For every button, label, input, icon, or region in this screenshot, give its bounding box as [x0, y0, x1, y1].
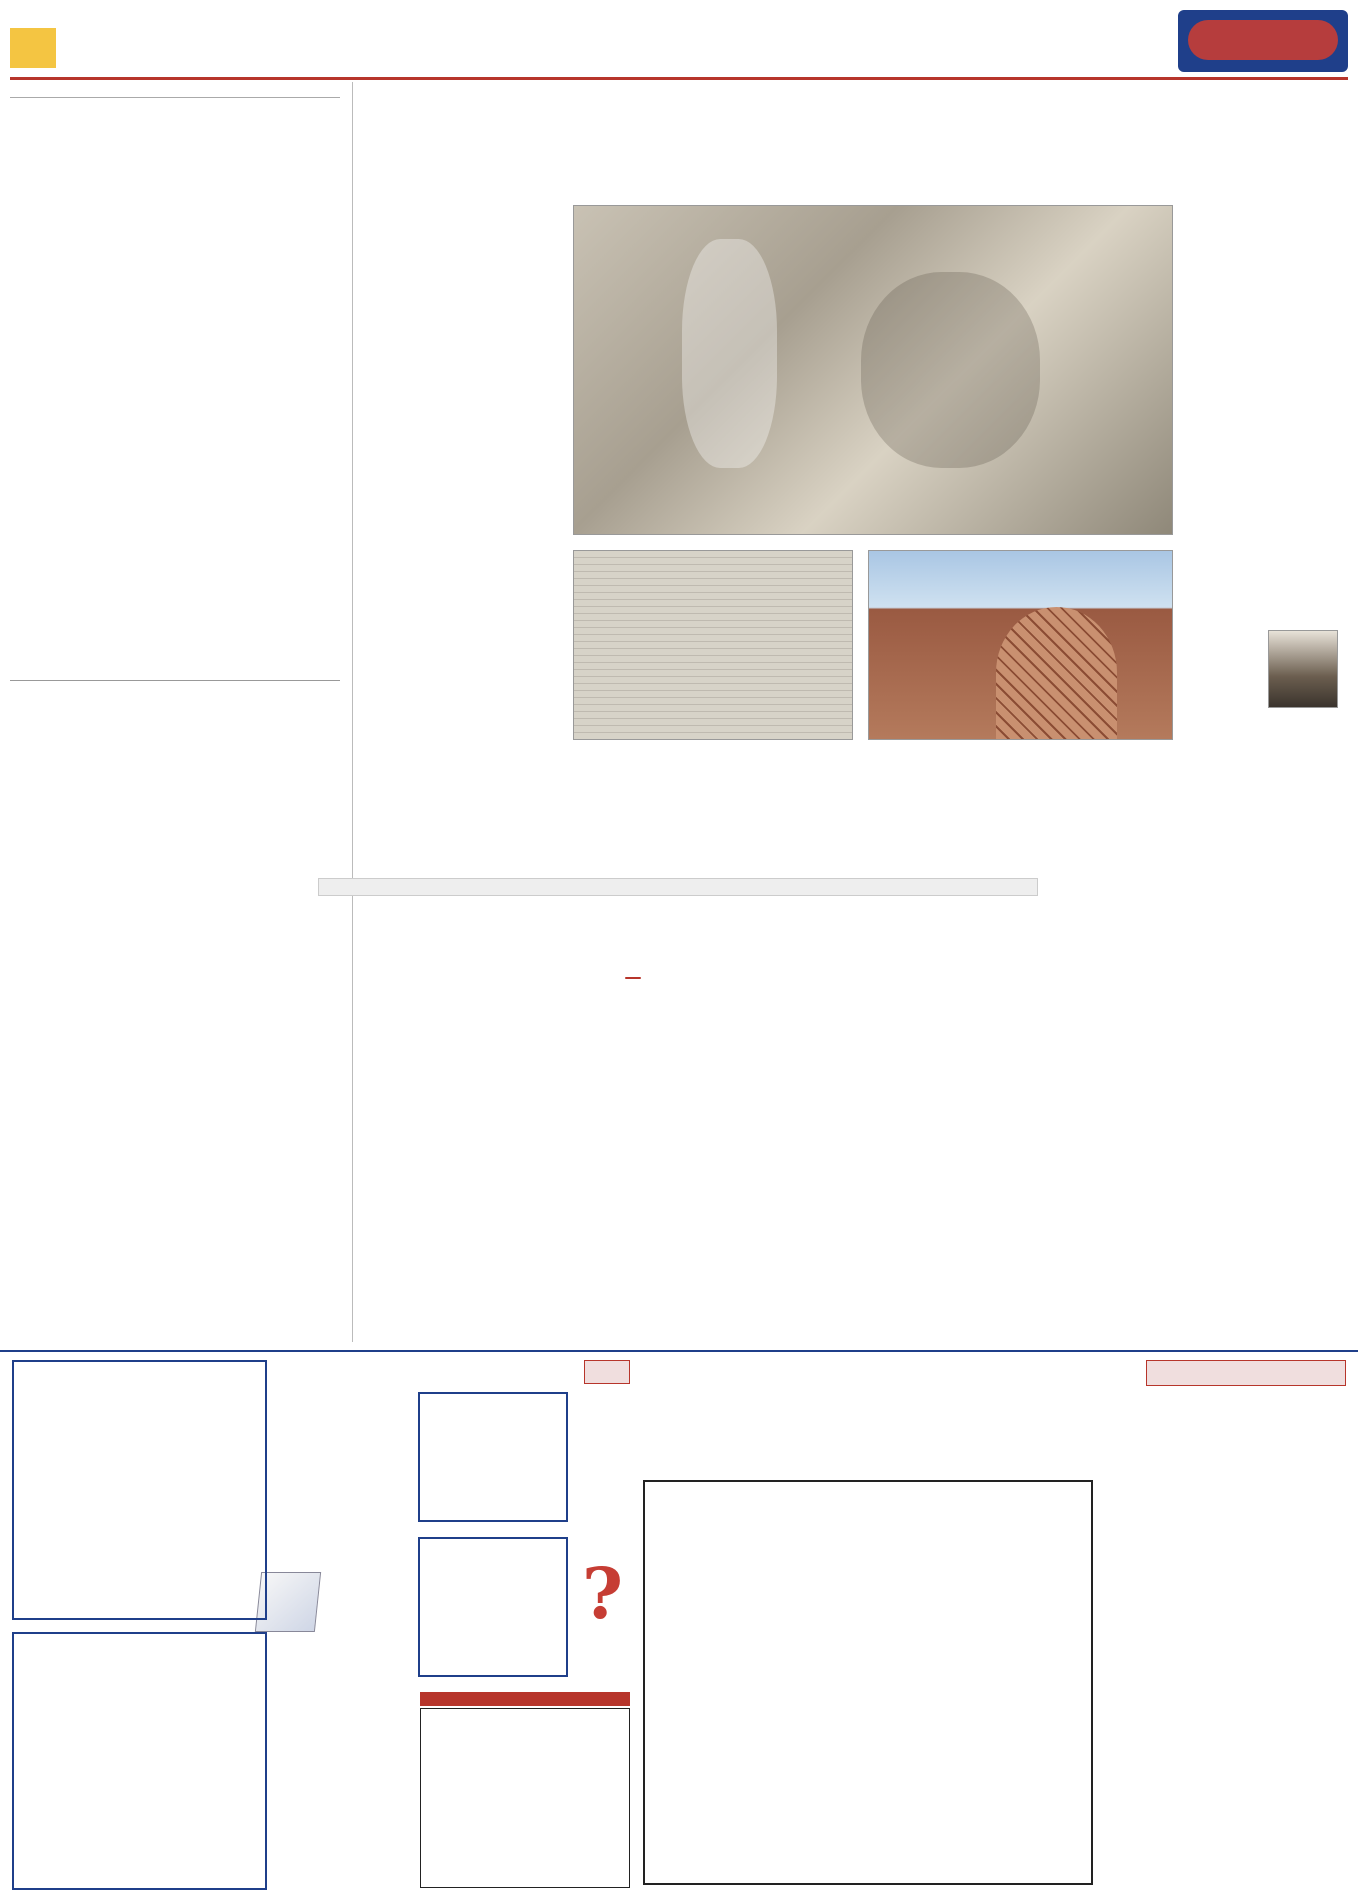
- lead-column-5: [713, 745, 853, 875]
- mini-sudoku-2: [418, 1537, 568, 1677]
- historic-building-photo: [868, 550, 1173, 740]
- question-mark-icon: ?: [581, 1552, 623, 1635]
- paper-logo: [1178, 10, 1348, 72]
- crossword-vertical-clues: [1126, 1512, 1346, 1892]
- lead-column-4: [868, 745, 1008, 875]
- masthead: [10, 8, 1348, 80]
- expert-caption: [1188, 628, 1263, 710]
- sudoku-easy-grid[interactable]: [12, 1360, 267, 1620]
- sudoku-hard-grid[interactable]: [12, 1632, 267, 1890]
- lead-column-3: [1023, 750, 1173, 875]
- crossword-grid[interactable]: [643, 1480, 1093, 1885]
- mini-sudoku-1: [418, 1392, 568, 1522]
- page-number: [10, 28, 56, 68]
- expert-quote: [1188, 715, 1338, 875]
- answer-grid: [420, 1708, 630, 1888]
- sidebar-category: [10, 84, 340, 98]
- lead-column-2: [373, 200, 558, 600]
- designer-credit: [404, 1752, 418, 1882]
- report-column-3: [568, 1025, 818, 1340]
- crossword-extra-clues: [643, 1362, 1113, 1462]
- sidebar-divider: [352, 82, 353, 1342]
- damaged-wall-photo: [573, 550, 853, 740]
- expert-portrait: [1268, 630, 1338, 708]
- sidebar-item1-body: [10, 130, 340, 665]
- puzzle-section: [0, 1350, 1358, 1893]
- answer-label: [420, 1692, 630, 1706]
- lead-column-2b: [373, 600, 558, 890]
- crossword-row-numbers: [1095, 1480, 1113, 1885]
- report-kicker: [625, 977, 641, 979]
- crossword-horizontal-clues: [1126, 1392, 1346, 1502]
- report-bar: [318, 878, 1038, 896]
- sidebar-item2-body: [10, 716, 340, 1336]
- report-column-1: [1098, 900, 1338, 1340]
- report-column-4: [363, 900, 553, 1340]
- report-column-2: [833, 1025, 1083, 1340]
- crossword-badge: [584, 1360, 630, 1384]
- sidebar-separator: [10, 680, 340, 681]
- crossword-title-badge: [1146, 1360, 1346, 1386]
- rock-relief-photo: [573, 205, 1173, 535]
- lead-column-1: [1190, 200, 1338, 620]
